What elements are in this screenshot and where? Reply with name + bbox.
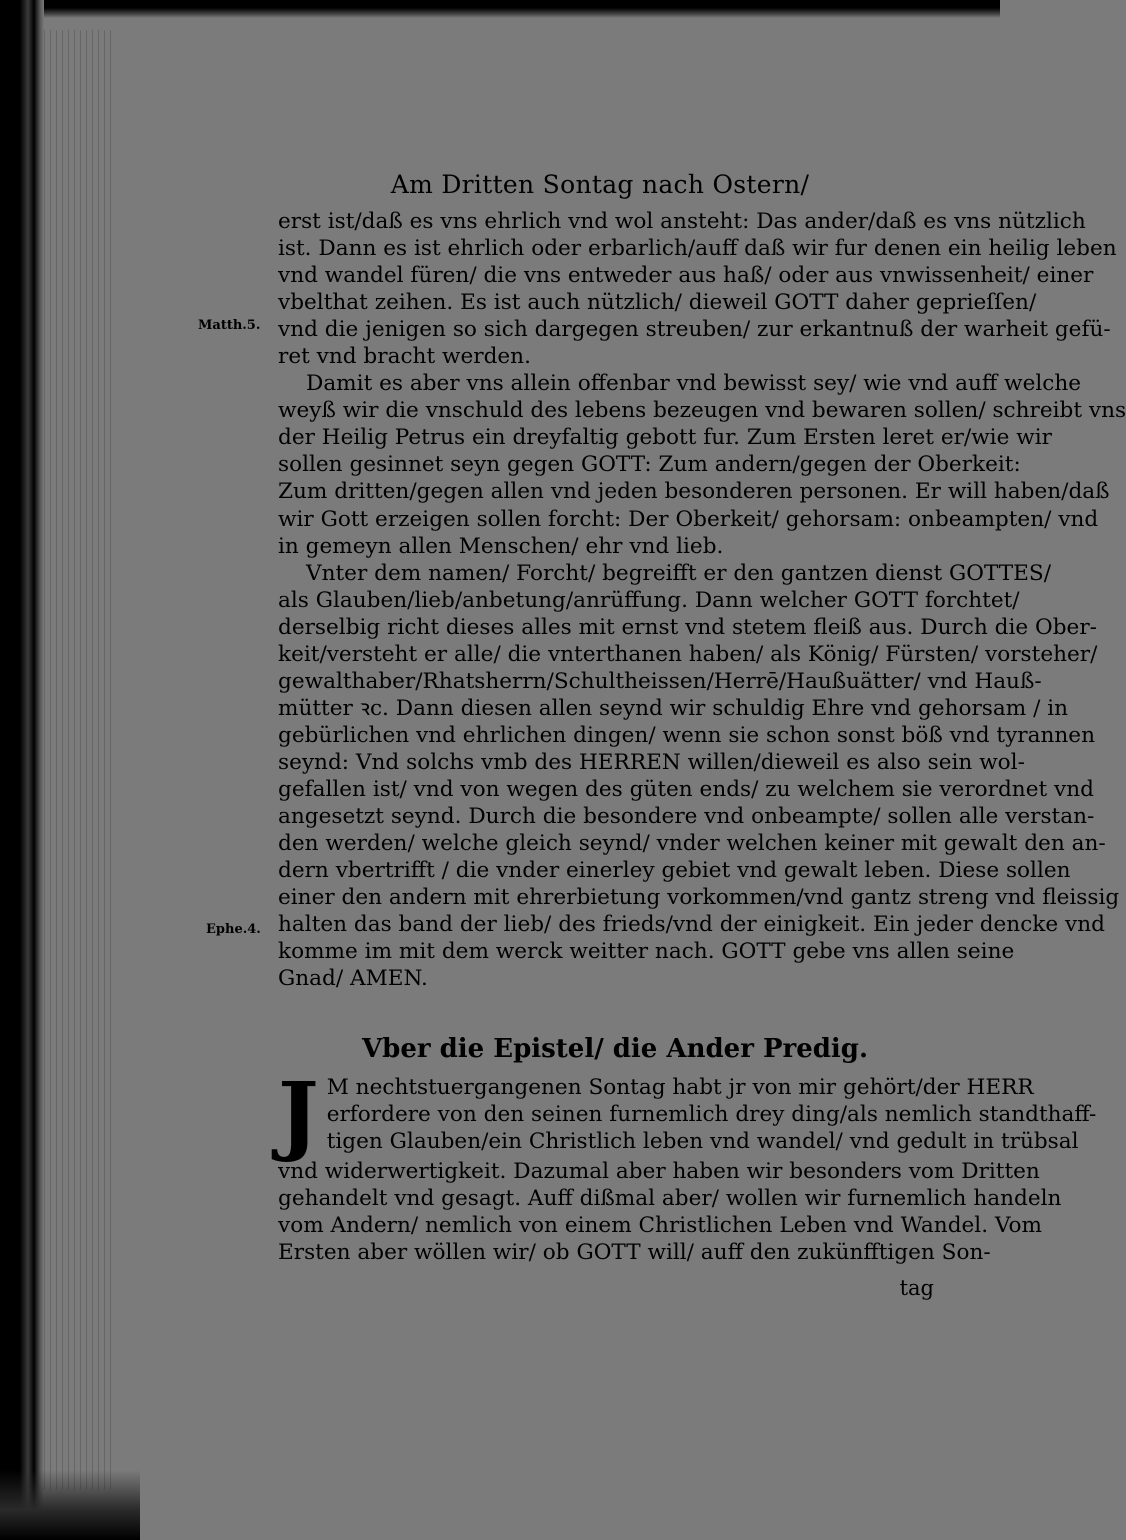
text-line: als Glauben/lieb/anbetung/anrüffung. Dann welcher GOTT forchtet/ [278,587,1020,613]
section-heading: Vber die Epistel/ die Ander Predig. [361,1034,869,1064]
text-line: Ersten aber wöllen wir/ ob GOTT will/ auff den zukünfftigen Son- [278,1240,991,1266]
text-line: M nechtstuergangenen Sontag habt jr von mir gehört/der HERR [326,1075,1034,1100]
text-line: Zum dritten/gegen allen vnd jeden besonderen personen. Er will haben/daß [278,479,1110,505]
text-line: den werden/ welche gleich seynd/ vnder welchen keiner mit gewalt den an- [278,831,1106,857]
text-line: wir Gott erzeigen sollen forcht: Der Oberkeit/ gehorsam: onbeampten/ vnd [278,506,1099,532]
text-line: erfordere von den seinen furnemlich drey ding/als nemlich standthaff- [326,1102,1097,1128]
text-line: vom Andern/ nemlich von einem Christlichen Leben vnd Wandel. Vom [278,1213,1043,1239]
text-line: Gnad/ AMEN. [278,966,428,992]
text-line: sollen gesinnet seyn gegen GOTT: Zum andern/gegen der Oberkeit: [278,452,1021,478]
text-line: vnd widerwertigkeit. Dazumal aber haben wir besonders vom Dritten [278,1159,1040,1184]
text-line: dern vbertrifft / die vnder einerley gebiet vnd gewalt leben. Diese sollen [278,858,1071,884]
text-line: gefallen ist/ vnd von wegen des güten ends/ zu welchem sie verordnet vnd [278,776,1094,802]
running-header: Am Dritten Sontag nach Ostern/ [390,170,810,199]
page-spine-shadow [44,30,114,1490]
text-line: gewalthaber/Rhatsherrn/Schultheissen/Herrē/Haußuätter/ vnd Hauß- [278,668,1042,694]
text-line: keit/versteht er alle/ die vnterthanen haben/ als König/ Fürsten/ vorsteher/ [278,641,1098,667]
text-line: angesetzt seynd. Durch die besondere vnd onbeampte/ sollen alle verstan- [278,804,1095,830]
text-line: der Heilig Petrus ein dreyfaltig gebott fur. Zum Ersten leret er/wie wir [278,425,1052,451]
text-line: einer den andern mit ehrerbietung vorkommen/vnd gantz streng vnd fleissig [278,885,1120,911]
text-line: mütter ꝛc. Dann diesen allen seynd wir schuldig Ehre vnd gehorsam / in [278,695,1069,721]
scan-edge-bottom [0,1470,140,1540]
text-line: vbelthat zeihen. Es ist auch nützlich/ dieweil GOTT daher geprieſſen/ [278,290,1037,316]
text-line: ist. Dann es ist ehrlich oder erbarlich/auff daß wir fur denen ein heilig leben [278,236,1117,262]
text-line: komme im mit dem werck weitter nach. GOTT gebe vns allen seine [278,939,1015,965]
text-line: gebürlichen vnd ehrlichen dingen/ wenn sie schon sonst böß vnd tyrannen [278,722,1095,748]
text-line: vnd wandel füren/ die vns entweder aus haß/ oder aus vnwissenheit/ einer [278,263,1094,289]
text-line: Vnter dem namen/ Forcht/ begreifft er den gantzen dienst GOTTES/ [306,560,1052,586]
text-line: erst ist/daß es vns ehrlich vnd wol ansteht: Das ander/daß es vns nützlich [278,209,1086,234]
text-line: derselbig richt dieses alles mit ernst vnd stetem fleiß aus. Durch die Ober- [278,614,1097,640]
text-line: weyß wir die vnschuld des lebens bezeugen vnd bewaren sollen/ schreibt vns [278,398,1126,424]
text-line: in gemeyn allen Menschen/ ehr vnd lieb. [278,533,724,559]
text-line: tigen Glauben/ein Christlich leben vnd wandel/ vnd gedult in trübsal [326,1129,1079,1155]
main-text-block [278,208,1126,992]
text-line: ret vnd bracht werden. [278,344,531,370]
catchword: tag [899,1276,934,1300]
sermon-text-block [278,1064,1097,1266]
text-line: vnd die jenigen so sich dargegen streuben/ zur erkantnuß der warheit gefü- [278,317,1111,343]
margin-note-ephe: Ephe.4. [206,922,261,937]
margin-note-matth: Matth.5. [198,318,261,333]
scan-edge-left [0,0,44,1540]
drop-capital: J [278,1064,319,1165]
text-line: halten das band der lieb/ des frieds/vnd der einigkeit. Ein jeder dencke vnd [278,912,1105,938]
text-line: seynd: Vnd solchs vmb des HERREN willen/dieweil es also sein wol- [278,749,1025,775]
scan-edge-top [0,0,1000,18]
text-line: gehandelt vnd gesagt. Auff dißmal aber/ wollen wir furnemlich handeln [278,1186,1062,1212]
text-line: Damit es aber vns allein offenbar vnd bewisst sey/ wie vnd auff welche [306,371,1082,397]
